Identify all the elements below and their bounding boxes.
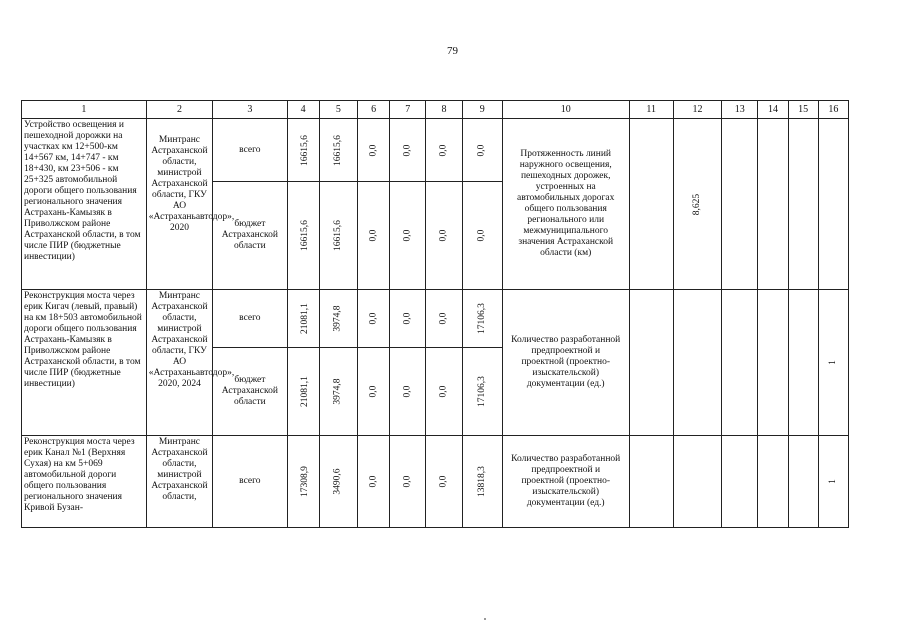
column-header: 4 xyxy=(287,101,319,119)
value-cell: 3490,6 xyxy=(332,468,343,495)
column-header: 10 xyxy=(502,101,629,119)
value-cell: 0,0 xyxy=(402,312,413,325)
empty-cell xyxy=(629,119,673,290)
empty-cell xyxy=(722,290,758,436)
scan-speck xyxy=(484,618,486,620)
value-cell: 0,0 xyxy=(368,475,379,488)
column-header: 13 xyxy=(722,101,758,119)
column-header: 1 xyxy=(22,101,147,119)
value-cell: 0,0 xyxy=(402,229,413,242)
funding-source: всего xyxy=(213,119,287,182)
column-header: 2 xyxy=(146,101,212,119)
empty-cell xyxy=(818,119,848,290)
empty-cell xyxy=(722,436,758,528)
empty-cell xyxy=(722,119,758,290)
column-header: 15 xyxy=(788,101,818,119)
value-cell: 17308,9 xyxy=(299,466,310,497)
empty-cell xyxy=(758,436,788,528)
indicator-text: Количество разработанной предпроектной и проектной (проектно-изыскательской) документации (ед.) xyxy=(502,436,629,528)
empty-cell xyxy=(788,436,818,528)
measure-name: Реконструкция моста через ерик Канал №1 (Верхняя Сухая) на км 5+069 автомобильной дороги общего пользования регионального значения Кривой Бузан- xyxy=(22,436,147,528)
value-cell: 0,0 xyxy=(438,229,449,242)
indicator-value: 8,625 xyxy=(692,193,703,215)
column-header: 5 xyxy=(319,101,357,119)
value-cell: 21081,1 xyxy=(299,376,310,407)
header-row xyxy=(22,101,849,119)
column-header: 14 xyxy=(758,101,788,119)
funding-source: бюджет Астраханской области xyxy=(213,348,287,436)
empty-cell xyxy=(673,290,721,436)
value-cell: 3974,8 xyxy=(332,378,343,405)
value-cell: 17106,3 xyxy=(476,303,487,334)
page-number: 79 xyxy=(447,45,458,57)
indicator-text: Протяженность линий наружного освещения, пешеходных дорожек, устроенных на автомобильных дорогах общего пользования регионального или межмуниципального значения Астраханской области (км) xyxy=(502,119,629,290)
value-cell: 0,0 xyxy=(368,385,379,398)
table-row xyxy=(22,119,849,182)
value-cell: 3974,8 xyxy=(332,305,343,332)
column-header: 8 xyxy=(426,101,462,119)
value-cell: 16615,6 xyxy=(299,220,310,251)
empty-cell xyxy=(629,290,673,436)
empty-cell xyxy=(758,290,788,436)
funding-source: бюджет Астраханской области xyxy=(213,182,287,290)
column-header: 11 xyxy=(629,101,673,119)
value-cell: 0,0 xyxy=(438,312,449,325)
value-cell: 0,0 xyxy=(476,144,487,156)
indicator-text: Количество разработанной предпроектной и проектной (проектно-изыскательской) документации (ед.) xyxy=(502,290,629,436)
column-header: 3 xyxy=(213,101,287,119)
value-cell: 0,0 xyxy=(476,229,487,242)
value-cell: 16615,6 xyxy=(332,220,343,251)
value-cell: 17106,3 xyxy=(476,376,487,407)
table-row xyxy=(22,436,849,528)
indicator-value: 1 xyxy=(827,360,838,365)
value-cell: 0,0 xyxy=(368,312,379,325)
empty-cell xyxy=(788,119,818,290)
value-cell: 0,0 xyxy=(402,385,413,398)
value-cell: 16615,6 xyxy=(299,134,310,166)
value-cell: 21081,1 xyxy=(299,303,310,334)
value-cell: 0,0 xyxy=(368,229,379,242)
funding-source: всего xyxy=(213,436,287,528)
value-cell: 13818,3 xyxy=(476,466,487,497)
empty-cell xyxy=(788,290,818,436)
responsible-executor: Минтранс Астраханской области, министрой Астраханской области, xyxy=(146,436,212,528)
empty-cell xyxy=(673,436,721,528)
funding-source: всего xyxy=(213,290,287,348)
column-header: 7 xyxy=(390,101,426,119)
measure-name: Реконструкция моста через ерик Кигач (левый, правый) на км 18+503 автомобильной дороги общего пользования Астрахань-Камызяк в Приволжском районе Астраханской области, в том числе ПИР (бюджетные инвестиции) xyxy=(22,290,147,436)
table-row xyxy=(22,290,849,348)
column-header: 12 xyxy=(673,101,721,119)
value-cell: 0,0 xyxy=(438,144,449,156)
column-header: 9 xyxy=(462,101,502,119)
value-cell: 0,0 xyxy=(402,144,413,156)
measure-name: Устройство освещения и пешеходной дорожки на участках км 12+500-км 14+567 км, 14+747 - км 18+430, км 23+506 - км 25+325 автомобильной дороги общего пользования регионального значения Астрахань-Камызяк в Приволжском районе Астраханской области, в том числе ПИР (бюджетные инвестиции) xyxy=(22,119,147,290)
responsible-executor: Минтранс Астраханской области, министрой Астраханской области, ГКУ АО «Астраханьавтодор», 2020, 2024 xyxy=(146,290,212,436)
responsible-executor: Минтранс Астраханской области, министрой Астраханской области, ГКУ АО «Астраханьавтодор», 2020 xyxy=(146,119,212,290)
value-cell: 16615,6 xyxy=(332,134,343,166)
value-cell: 0,0 xyxy=(402,475,413,488)
indicator-value: 1 xyxy=(827,479,838,484)
value-cell: 0,0 xyxy=(368,144,379,156)
value-cell: 0,0 xyxy=(438,385,449,398)
column-header: 16 xyxy=(818,101,848,119)
empty-cell xyxy=(758,119,788,290)
value-cell: 0,0 xyxy=(438,475,449,488)
empty-cell xyxy=(629,436,673,528)
column-header: 6 xyxy=(357,101,389,119)
program-table xyxy=(21,100,849,528)
